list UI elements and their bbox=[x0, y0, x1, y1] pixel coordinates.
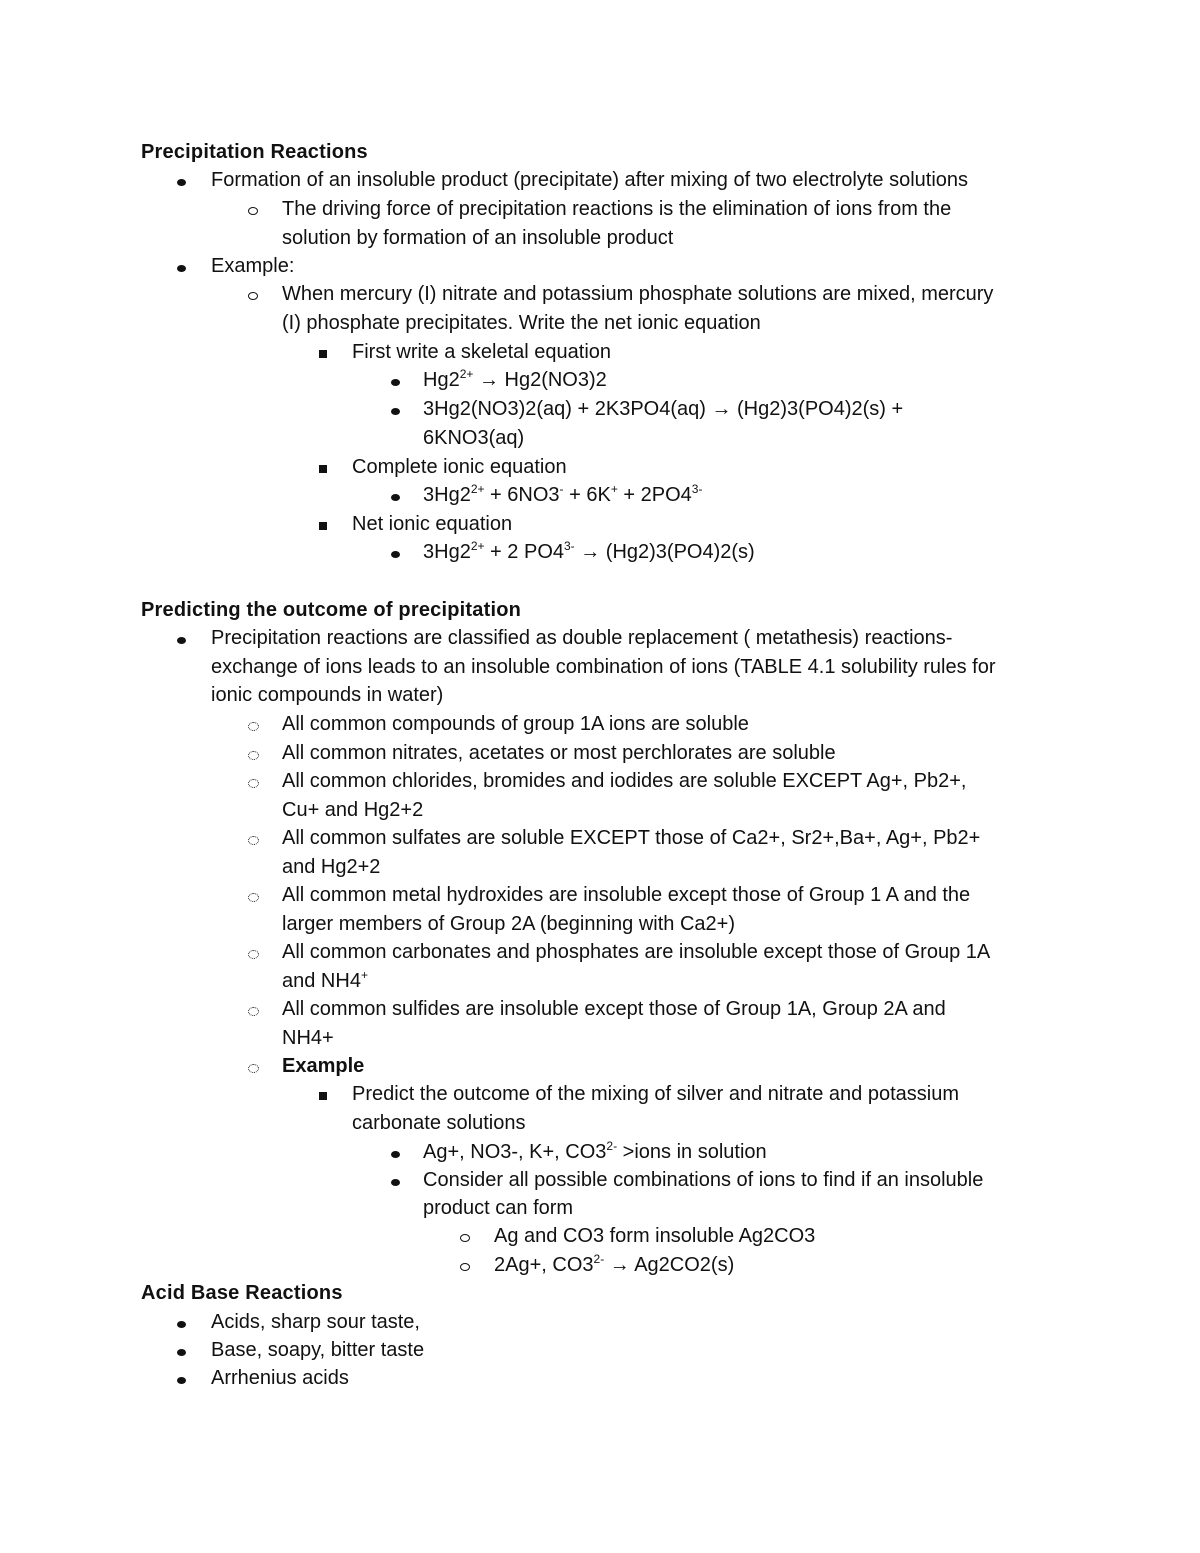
list-item: Predict the outcome of the mixing of silver and nitrate and potassium bbox=[352, 1083, 959, 1105]
bullet-ring-icon bbox=[458, 1224, 472, 1252]
bullet-dot-icon bbox=[388, 483, 402, 511]
rule-item: All common sulfides are insoluble except those of Group 1A, Group 2A and bbox=[282, 998, 946, 1020]
rule-item: All common carbonates and phosphates are insoluble except those of Group 1A bbox=[282, 941, 991, 963]
list-item-continuation: product can form bbox=[423, 1197, 574, 1219]
equation-part: + 2PO4 bbox=[617, 484, 692, 506]
superscript: 3- bbox=[691, 482, 703, 496]
bullet-dot-icon bbox=[174, 626, 188, 654]
bullet-dot-icon bbox=[388, 1140, 402, 1168]
equation-part: 2Ag+, CO3 bbox=[494, 1254, 594, 1276]
rule-item: All common compounds of group 1A ions are soluble bbox=[282, 713, 749, 735]
superscript: + bbox=[610, 482, 618, 496]
list-item-continuation: exchange of ions leads to an insoluble combination of ions (TABLE 4.1 solubility rules for bbox=[211, 656, 996, 678]
equation-part: + 6NO3 bbox=[484, 484, 560, 506]
list-item: Complete ionic equation bbox=[352, 456, 567, 478]
bullet-dotted-ring-icon bbox=[246, 940, 260, 968]
bullet-dot-icon bbox=[388, 540, 402, 568]
bullet-dot-icon bbox=[174, 1366, 188, 1394]
bullet-square-icon bbox=[316, 1082, 330, 1110]
section-heading-precipitation: Precipitation Reactions bbox=[141, 141, 368, 163]
section-heading-acid-base: Acid Base Reactions bbox=[141, 1282, 343, 1304]
bullet-ring-icon bbox=[246, 282, 260, 310]
bullet-ring-icon bbox=[458, 1253, 472, 1281]
bullet-dotted-ring-icon bbox=[246, 826, 260, 854]
superscript: 2- bbox=[593, 1252, 605, 1266]
bullet-square-icon bbox=[316, 512, 330, 540]
ions-text: >ions in solution bbox=[617, 1141, 767, 1163]
equation-part: + 2 PO4 bbox=[484, 541, 564, 563]
equation bbox=[423, 484, 702, 507]
bullet-dotted-ring-icon bbox=[246, 883, 260, 911]
bullet-dot-icon bbox=[174, 254, 188, 282]
list-item: Formation of an insoluble product (precipitate) after mixing of two electrolyte solutions bbox=[211, 169, 969, 191]
list-item: Ag and CO3 form insoluble Ag2CO3 bbox=[494, 1225, 816, 1247]
rule-item-continuation: Cu+ and Hg2+2 bbox=[282, 799, 424, 821]
bullet-dotted-ring-icon bbox=[246, 741, 260, 769]
bullet-dotted-ring-icon bbox=[246, 712, 260, 740]
bullet-dot-icon bbox=[388, 397, 402, 425]
equation bbox=[423, 369, 607, 392]
rule-item-continuation bbox=[282, 970, 368, 993]
rule-item: All common chlorides, bromides and iodides are soluble EXCEPT Ag+, Pb2+, bbox=[282, 770, 967, 792]
bullet-dot-icon bbox=[388, 368, 402, 396]
equation-part: 3Hg2 bbox=[423, 484, 471, 506]
equation-part: → Ag2CO2(s) bbox=[604, 1254, 735, 1276]
list-item: The driving force of precipitation reactions is the elimination of ions from the bbox=[282, 198, 952, 220]
section-heading-predicting: Predicting the outcome of precipitation bbox=[141, 599, 522, 621]
superscript: 2+ bbox=[470, 482, 485, 496]
equation bbox=[423, 541, 755, 564]
list-item-continuation: ionic compounds in water) bbox=[211, 684, 444, 706]
rule-text: and NH4 bbox=[282, 970, 361, 992]
superscript: 3- bbox=[564, 539, 575, 553]
list-item: Net ionic equation bbox=[352, 513, 513, 535]
bullet-dot-icon bbox=[174, 1338, 188, 1366]
equation-part: Hg2 bbox=[423, 369, 460, 391]
list-item: Arrhenius acids bbox=[211, 1367, 349, 1389]
list-item-continuation: carbonate solutions bbox=[352, 1112, 526, 1134]
list-item: Precipitation reactions are classified as double replacement ( metathesis) reactions- bbox=[211, 627, 953, 649]
bullet-dot-icon bbox=[388, 1168, 402, 1196]
bullet-dotted-ring-icon bbox=[246, 997, 260, 1025]
bullet-dot-icon bbox=[174, 168, 188, 196]
equation-part: + 6K bbox=[563, 484, 611, 506]
equation: 3Hg2(NO3)2(aq) + 2K3PO4(aq) → (Hg2)3(PO4)2(s) + bbox=[423, 398, 904, 420]
bullet-dotted-ring-icon bbox=[246, 769, 260, 797]
example-label: Example bbox=[282, 1055, 365, 1077]
equation-part: → Hg2(NO3)2 bbox=[473, 369, 607, 391]
list-item: Acids, sharp sour taste, bbox=[211, 1311, 420, 1333]
bullet-dotted-ring-icon bbox=[246, 1054, 260, 1082]
equation bbox=[494, 1254, 734, 1277]
list-item: Consider all possible combinations of ions to find if an insoluble bbox=[423, 1169, 984, 1191]
rule-item: All common metal hydroxides are insoluble except those of Group 1 A and the bbox=[282, 884, 971, 906]
bullet-square-icon bbox=[316, 455, 330, 483]
rule-item-continuation: NH4+ bbox=[282, 1027, 334, 1049]
equation-part: 3Hg2 bbox=[423, 541, 471, 563]
list-item: Example: bbox=[211, 255, 295, 277]
bullet-dot-icon bbox=[174, 1310, 188, 1338]
list-item bbox=[423, 1141, 767, 1164]
bullet-ring-icon bbox=[246, 197, 260, 225]
rule-item-continuation: larger members of Group 2A (beginning with Ca2+) bbox=[282, 913, 736, 935]
bullet-square-icon bbox=[316, 340, 330, 368]
superscript: 2- bbox=[606, 1139, 618, 1153]
list-item-continuation: (I) phosphate precipitates. Write the net ionic equation bbox=[282, 312, 761, 334]
rule-item: All common sulfates are soluble EXCEPT those of Ca2+, Sr2+,Ba+, Ag+, Pb2+ bbox=[282, 827, 981, 849]
equation-part: → (Hg2)3(PO4)2(s) bbox=[574, 541, 755, 563]
superscript: + bbox=[360, 968, 368, 982]
list-item: First write a skeletal equation bbox=[352, 341, 612, 363]
list-item-continuation: solution by formation of an insoluble product bbox=[282, 227, 674, 249]
superscript: 2+ bbox=[470, 539, 485, 553]
list-item: When mercury (I) nitrate and potassium phosphate solutions are mixed, mercury bbox=[282, 283, 994, 305]
rule-item-continuation: and Hg2+2 bbox=[282, 856, 381, 878]
superscript: - bbox=[559, 482, 564, 496]
ions-text: Ag+, NO3-, K+, CO3 bbox=[423, 1141, 607, 1163]
superscript: 2+ bbox=[459, 367, 474, 381]
list-item: Base, soapy, bitter taste bbox=[211, 1339, 425, 1361]
equation-continuation: 6KNO3(aq) bbox=[423, 427, 525, 449]
rule-item: All common nitrates, acetates or most perchlorates are soluble bbox=[282, 742, 836, 764]
